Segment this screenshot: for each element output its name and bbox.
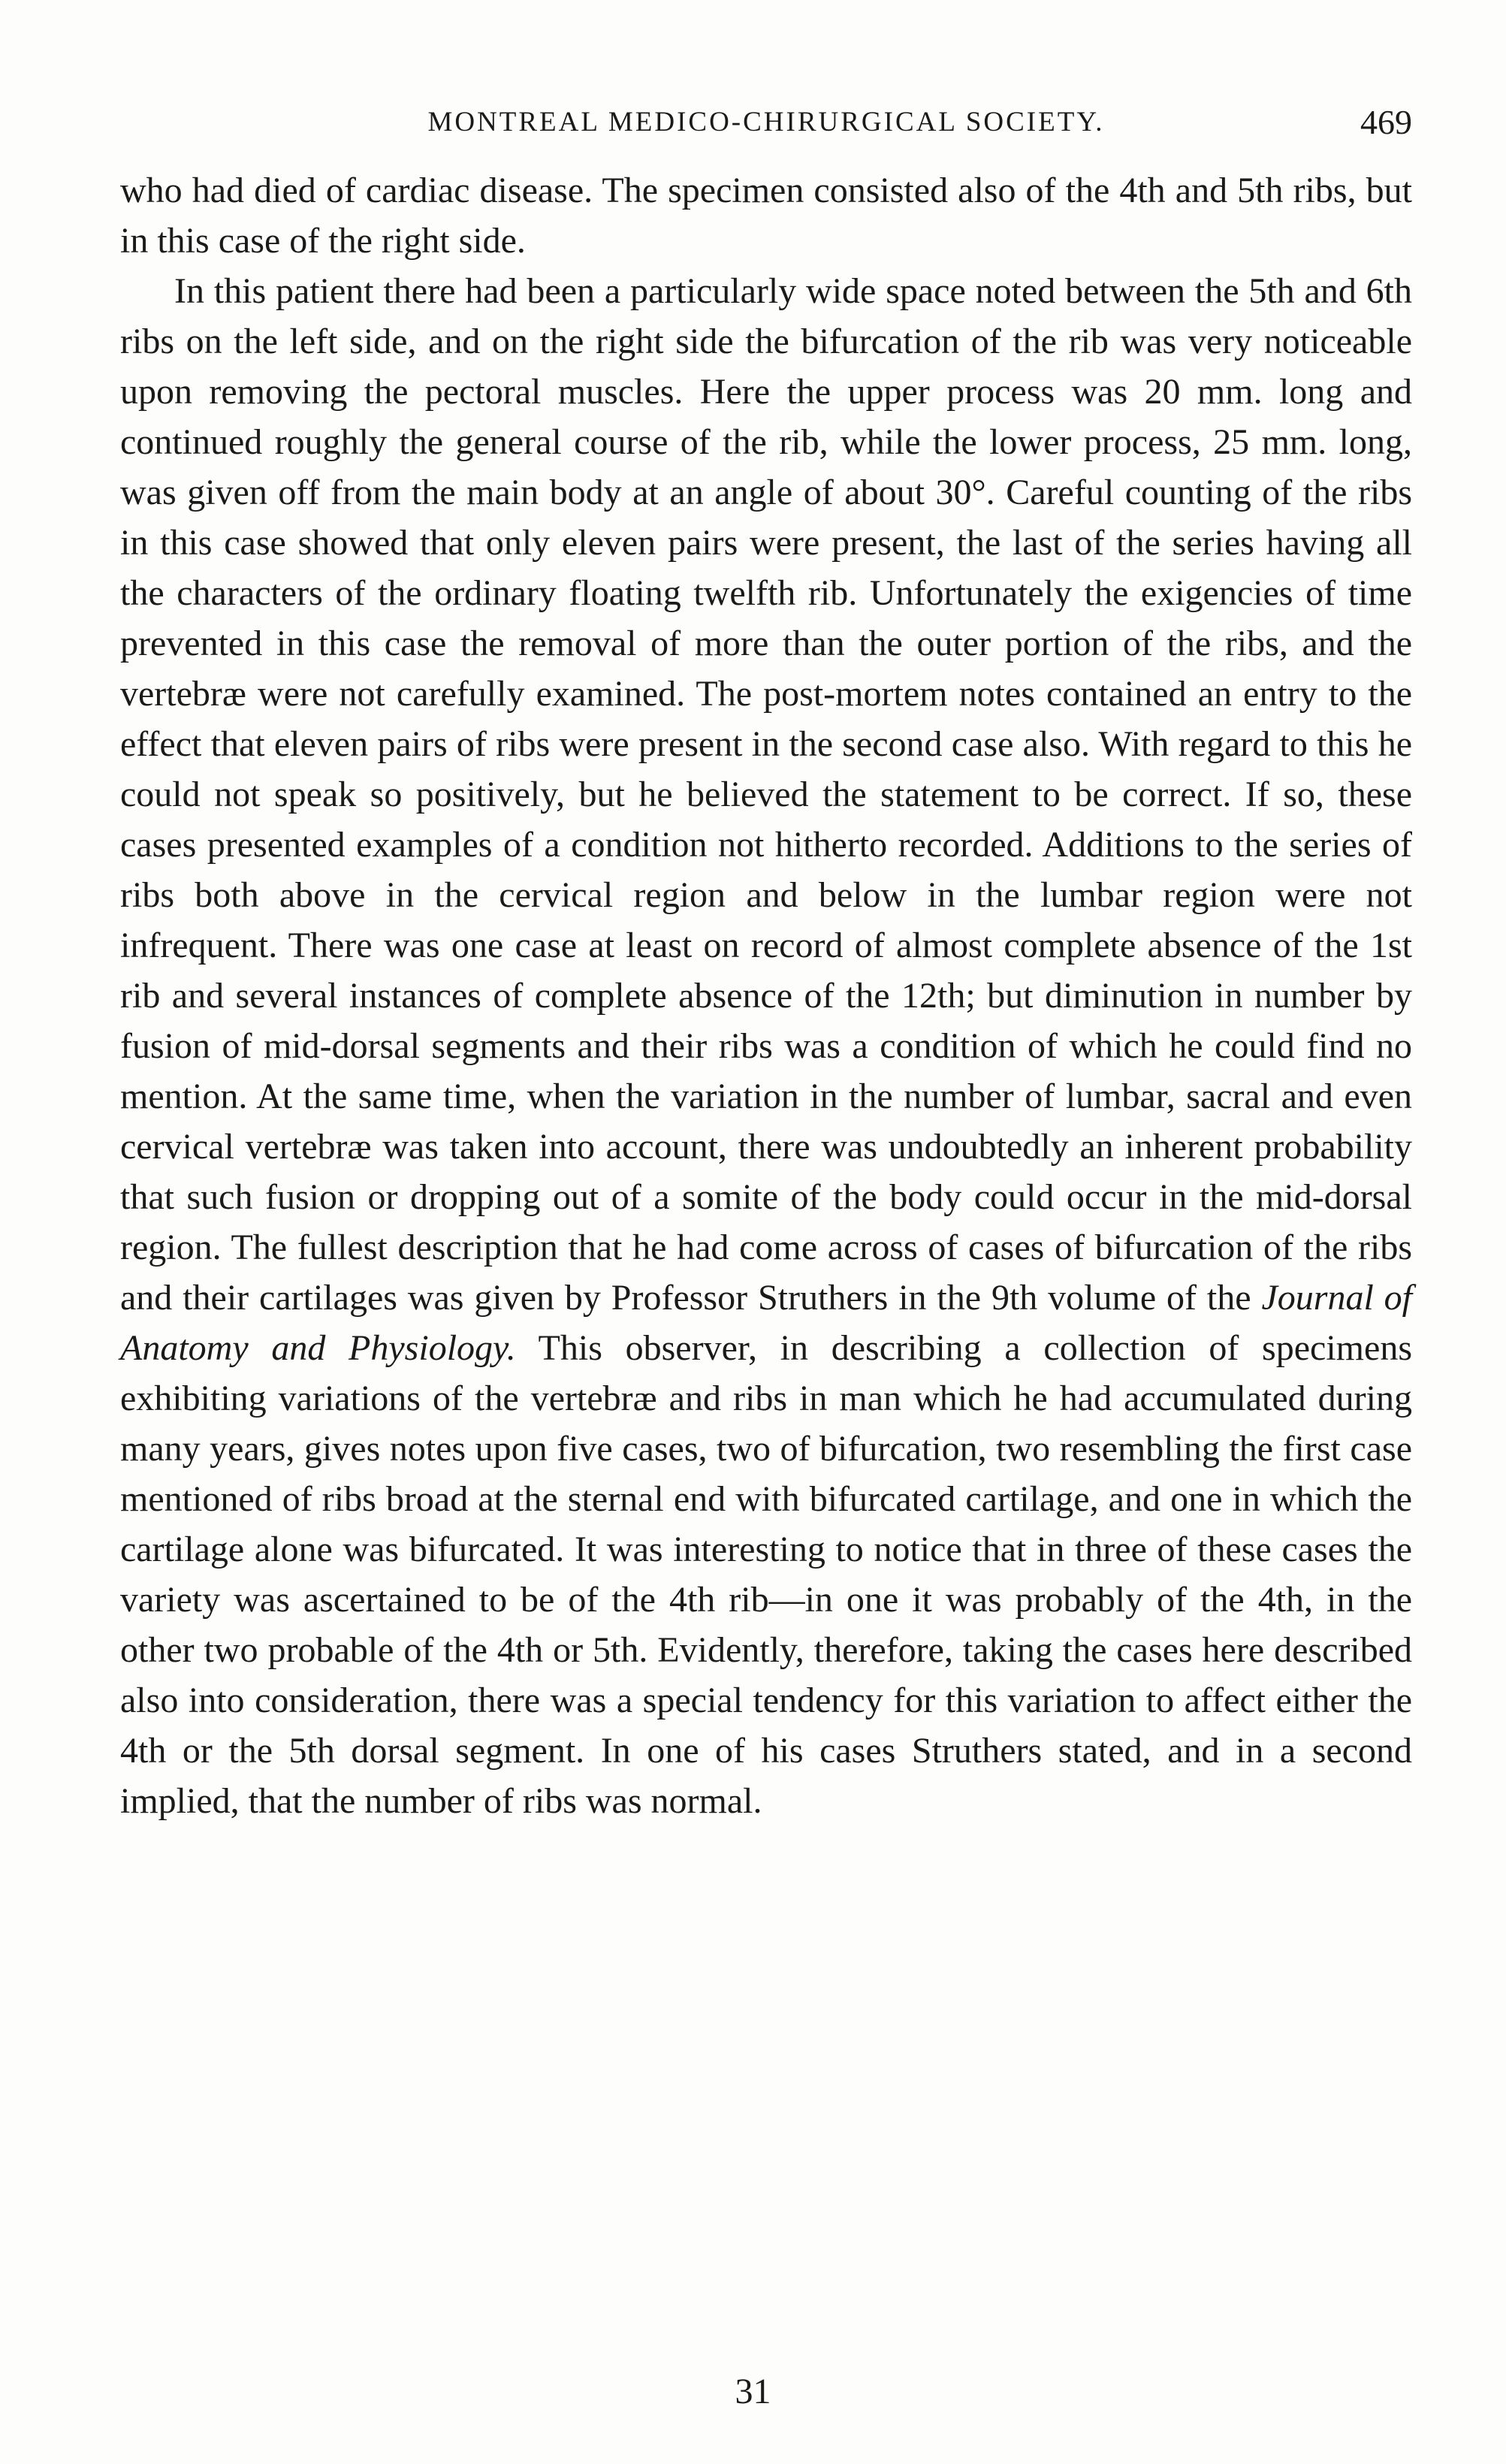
paragraph-1 bbox=[120, 165, 1412, 266]
running-head bbox=[120, 96, 1412, 149]
paragraph-2-text-before-italic: In this patient there had been a particularly wide space noted between the 5th and 6th ribs on the left side, and on the right side the bifurcation of the rib was very noticeable upon removing the pectoral muscles. Here the upper process was 20 mm. long and continued roughly the general course of the rib, while the lower process, 25 mm. long, was given off from the main body at an angle of about 30°. Careful counting of the ribs in this case showed that only eleven pairs were present, the last of the series having all the characters of the ordinary floating twelfth rib. Unfortunately the exigencies of time prevented in this case the removal of more than the outer portion of the ribs, and the vertebræ were not carefully examined. The post-mortem notes contained an entry to the effect that eleven pairs of ribs were present in the second case also. With regard to this he could not speak so positively, but he believed the statement to be correct. If so, these cases presented examples of a condition not hitherto recorded. Additions to the series of ribs both above in the cervical region and below in the lumbar region were not infrequent. There was one case at least on record of almost complete absence of the 1st rib and several instances of complete absence of the 12th; but diminution in number by fusion of mid-dorsal segments and their ribs was a condition of which he could find no mention. At the same time, when the variation in the number of lumbar, sacral and even cervical vertebræ was taken into account, there was undoubtedly an inherent probability that such fusion or dropping out of a somite of the body could occur in the mid-dorsal region. The fullest description that he had come across of cases of bifurcation of the ribs and their cartilages was given by Professor Struthers in the 9th volume of the bbox=[120, 271, 1412, 1318]
signature-mark: 31 bbox=[735, 2372, 771, 2411]
running-title: MONTREAL MEDICO-CHIRURGICAL SOCIETY. bbox=[427, 107, 1105, 137]
body-text bbox=[120, 165, 1412, 1826]
page-number: 469 bbox=[1360, 103, 1412, 141]
paragraph-1-text: who had died of cardiac disease. The specimen consisted also of the 4th and 5th ribs, but in this case of the right side. bbox=[120, 171, 1412, 261]
paragraph-2-text-after-italic: This observer, in describing a collection of specimens exhibiting variations of the vertebræ and ribs in man which he had accumulated during many years, gives notes upon five cases, two of bifurcation, two resembling the first case mentioned of ribs broad at the sternal end with bifurcated cartilage, and one in which the cartilage alone was bifurcated. It was interesting to notice that in three of these cases the variety was ascertained to be of the 4th rib—in one it was probably of the 4th, in the other two probable of the 4th or 5th. Evidently, therefore, taking the cases here described also into consideration, there was a special tendency for this variation to affect either the 4th or the 5th dorsal segment. In one of his cases Struthers stated, and in a second implied, that the number of ribs was normal. bbox=[120, 1328, 1413, 1821]
paragraph-2 bbox=[120, 266, 1412, 1826]
journal-title-italic: Journal of Anatomy and Physiology. bbox=[120, 1278, 1412, 1368]
